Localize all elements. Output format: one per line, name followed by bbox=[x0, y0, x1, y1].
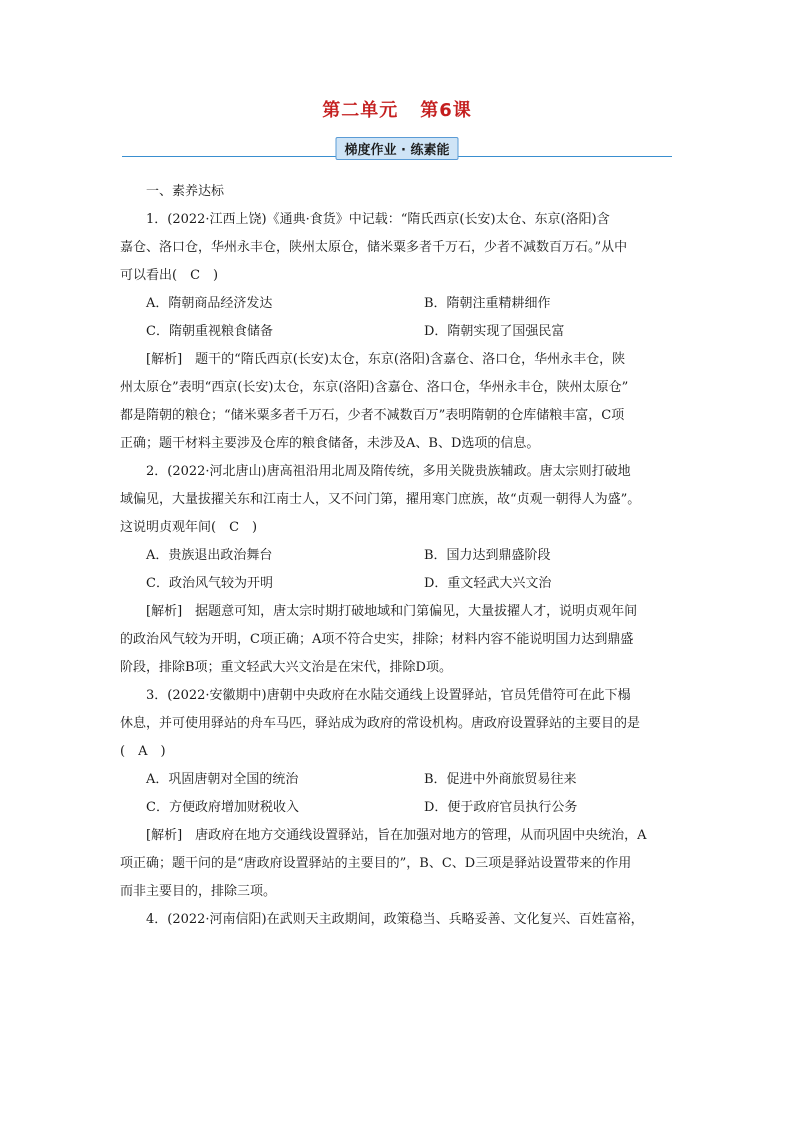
option-b: B．国力达到鼎盛阶段 bbox=[423, 548, 551, 563]
analysis-line: 州太原仓”表明“西京(长安)太仓，东京(洛阳)含嘉仓、洛口仓，华州永丰仓，陕州太原仓” bbox=[120, 380, 629, 395]
analysis-line: 正确；题干材料主要涉及仓库的粮食储备，未涉及A、B、D选项的信息。 bbox=[120, 436, 540, 451]
option-b: B．隋朝注重精耕细作 bbox=[423, 296, 551, 311]
question-stem-line: 休息，并可使用驿站的舟车马匹，驿站成为政府的常设机构。唐政府设置驿站的主要目的是 bbox=[120, 716, 641, 731]
analysis-line: 而非主要目的，排除三项。 bbox=[120, 884, 277, 899]
option-d: D．重文轻武大兴文治 bbox=[423, 576, 552, 591]
content-body bbox=[120, 178, 672, 934]
option-d: D．便于政府官员执行公务 bbox=[423, 800, 578, 815]
options-row bbox=[120, 542, 672, 570]
question-stem-line: 可以看出( C ) bbox=[120, 268, 219, 283]
question-4 bbox=[120, 906, 672, 934]
option-c: C．隋朝重视粮食储备 bbox=[146, 324, 273, 339]
question-stem-line: 3．(2022·安徽期中)唐朝中央政府在水陆交通线上设置驿站，官员凭借符可在此下榻 bbox=[146, 688, 631, 703]
options-row bbox=[120, 766, 672, 794]
options-row bbox=[120, 290, 672, 318]
option-b: B．促进中外商旅贸易往来 bbox=[423, 772, 577, 787]
analysis-line: [解析] 唐政府在地方交通线设置驿站，旨在加强对地方的管理，从而巩固中央统治，A bbox=[146, 828, 647, 843]
options-row bbox=[120, 570, 672, 598]
unit-title: 第二单元 bbox=[322, 100, 399, 121]
option-a: A．巩固唐朝对全国的统治 bbox=[146, 772, 299, 787]
question-stem-line: 4．(2022·河南信阳)在武则天主政期间，政策稳当、兵略妥善、文化复兴、百姓富裕， bbox=[146, 912, 644, 927]
question-stem-line: ( A ) bbox=[120, 744, 166, 759]
analysis-line: 阶段，排除B项；重文轻武大兴文治是在宋代，排除D项。 bbox=[120, 660, 452, 675]
analysis-line: 都是隋朝的粮仓；“储米粟多者千万石，少者不减数百万”表明隋朝的仓库储粮丰富，C项 bbox=[120, 408, 625, 423]
page-title bbox=[0, 96, 794, 122]
question-stem-line: 2．(2022·河北唐山)唐高祖沿用北周及隋传统，多用关陇贵族辅政。唐太宗则打破地 bbox=[146, 464, 631, 479]
option-a: A．隋朝商品经济发达 bbox=[146, 296, 273, 311]
option-d: D．隋朝实现了国强民富 bbox=[423, 324, 565, 339]
section-heading: 一、素养达标 bbox=[146, 184, 225, 199]
options-row bbox=[120, 318, 672, 346]
analysis-line: [解析] 据题意可知，唐太宗时期打破地域和门第偏见，大量拔擢人才，说明贞观年间 bbox=[146, 604, 638, 619]
homework-badge: 梯度作业 · 练素能 bbox=[336, 137, 459, 160]
option-c: C．政治风气较为开明 bbox=[146, 576, 273, 591]
question-3 bbox=[120, 682, 672, 906]
option-c: C．方便政府增加财税收入 bbox=[146, 800, 299, 815]
question-stem-line: 域偏见，大量拔擢关东和江南士人，又不问门第，擢用寒门庶族，故“贞观一朝得人为盛”。 bbox=[120, 492, 641, 507]
option-a: A．贵族退出政治舞台 bbox=[146, 548, 273, 563]
analysis-line: [解析] 题干的“隋氏西京(长安)太仓，东京(洛阳)含嘉仓、洛口仓，华州永丰仓，陕 bbox=[146, 352, 626, 367]
analysis-line: 项正确；题干问的是“唐政府设置驿站的主要目的”，B、C、D三项是驿站设置带来的作用 bbox=[120, 856, 632, 871]
lesson-title: 第6课 bbox=[420, 100, 472, 121]
question-2 bbox=[120, 458, 672, 682]
question-1 bbox=[120, 206, 672, 458]
question-stem-line: 这说明贞观年间( C ) bbox=[120, 520, 258, 535]
question-stem-line: 1．(2022·江西上饶)《通典·食货》中记载：“隋氏西京(长安)太仓、东京(洛阳)含 bbox=[146, 212, 610, 227]
section-banner bbox=[122, 136, 672, 160]
options-row bbox=[120, 794, 672, 822]
analysis-line: 的政治风气较为开明，C项正确；A项不符合史实，排除；材料内容不能说明国力达到鼎盛 bbox=[120, 632, 634, 647]
question-stem-line: 嘉仓、洛口仓，华州永丰仓，陕州太原仓，储米粟多者千万石，少者不减数百万石。”从中 bbox=[120, 240, 628, 255]
